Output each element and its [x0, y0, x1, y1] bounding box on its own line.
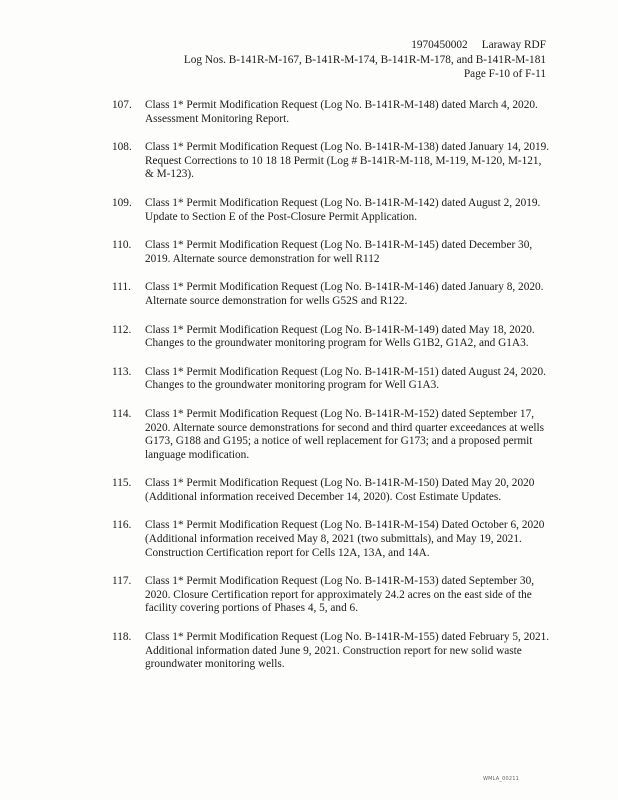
- list-item-number: 107.: [112, 99, 132, 111]
- list-item-text: Class 1* Permit Modification Request (Log No. B-141R-M-142) dated August 2, 2019. Update to Section E of the Post-Closure Permit Application.: [145, 196, 541, 223]
- page-header: [184, 38, 546, 82]
- list-item-number: 117.: [112, 575, 132, 588]
- list-item: [112, 197, 552, 224]
- facility-name: Laraway RDF: [481, 39, 546, 51]
- list-item-number: 118.: [112, 631, 132, 644]
- list-item-text: Class 1* Permit Modification Request (Log No. B-141R-M-148) dated March 4, 2020. Assessment Monitoring Report.: [145, 99, 538, 125]
- list-item-number: 108.: [112, 141, 132, 154]
- list-item: [112, 239, 552, 266]
- list-item: [112, 631, 552, 672]
- list-item: [112, 575, 552, 616]
- list-item-text: Class 1* Permit Modification Request (Log No. B-141R-M-155) dated February 5, 2021. Additional information dated June 9, 2021. Construction report for new solid waste groundwater monitoring wells.: [145, 631, 550, 671]
- header-page-number: Page F-10 of F-11: [463, 68, 546, 80]
- list-item-number: 112.: [112, 323, 132, 336]
- list-item: [112, 477, 552, 504]
- list-item-number: 115.: [112, 477, 132, 490]
- list-item: [112, 281, 552, 308]
- list-item-number: 109.: [112, 196, 132, 209]
- list-item: [112, 141, 552, 182]
- list-item-text: Class 1* Permit Modification Request (Log No. B-141R-M-145) dated December 30, 2019. Alternate source demonstration for well R112: [145, 239, 533, 265]
- list-item-text: Class 1* Permit Modification Request (Log No. B-141R-M-154) Dated October 6, 2020 (Additional information received May 8, 2021 (two submittals), and May 19, 2021. Construction Certification report for Cells 12A, 13A, and 14A.: [145, 519, 545, 559]
- list-item: [112, 519, 552, 560]
- document-id: 1970450002: [411, 39, 468, 51]
- list-item-text: Class 1* Permit Modification Request (Log No. B-141R-M-149) dated May 18, 2020. Changes to the groundwater monitoring program for Wells G1B2, G1A2, and G1A3.: [145, 323, 535, 350]
- list-item-text: Class 1* Permit Modification Request (Log No. B-141R-M-146) dated January 8, 2020. Alternate source demonstration for wells G52S and R122.: [145, 281, 544, 307]
- list-item: [112, 408, 552, 462]
- list-item-text: Class 1* Permit Modification Request (Log No. B-141R-M-150) Dated May 20, 2020 (Additional information received December 14, 2020). Cost Estimate Updates.: [145, 477, 535, 503]
- list-item-number: 110.: [112, 239, 132, 252]
- list-item: [112, 99, 552, 126]
- list-item: [112, 366, 552, 393]
- bates-stamp: WMLA_00211: [483, 776, 519, 782]
- header-log-numbers: Log Nos. B-141R-M-167, B-141R-M-174, B-141R-M-178, and B-141R-M-181: [183, 53, 546, 66]
- header-id-line: [184, 38, 546, 53]
- list-item-number: 116.: [112, 519, 132, 532]
- permit-modification-list: [112, 99, 552, 672]
- list-item-number: 114.: [112, 407, 132, 420]
- list-item-text: Class 1* Permit Modification Request (Log No. B-141R-M-153) dated September 30, 2020. Closure Certification report for approximately 24.2 acres on the east side of the facility covering portions of Phases 4, 5, and 6.: [145, 575, 535, 615]
- list-item: [112, 324, 552, 351]
- list-item-text: Class 1* Permit Modification Request (Log No. B-141R-M-151) dated August 24, 2020. Changes to the groundwater monitoring program for Well G1A3.: [145, 365, 547, 392]
- list-item-number: 111.: [112, 281, 131, 294]
- list-item-text: Class 1* Permit Modification Request (Log No. B-141R-M-138) dated January 14, 2019. Request Corrections to 10 18 18 Permit (Log # B-141R-M-118, M-119, M-120, M-121, & M-123).: [145, 141, 550, 181]
- list-item-text: Class 1* Permit Modification Request (Log No. B-141R-M-152) dated September 17, 2020. Alternate source demonstrations for second and third quarter exceedances at wells G173, G188 and G195; a notice of well replacement for G173; and a proposed permit language modification.: [145, 407, 545, 461]
- list-item-number: 113.: [112, 365, 132, 378]
